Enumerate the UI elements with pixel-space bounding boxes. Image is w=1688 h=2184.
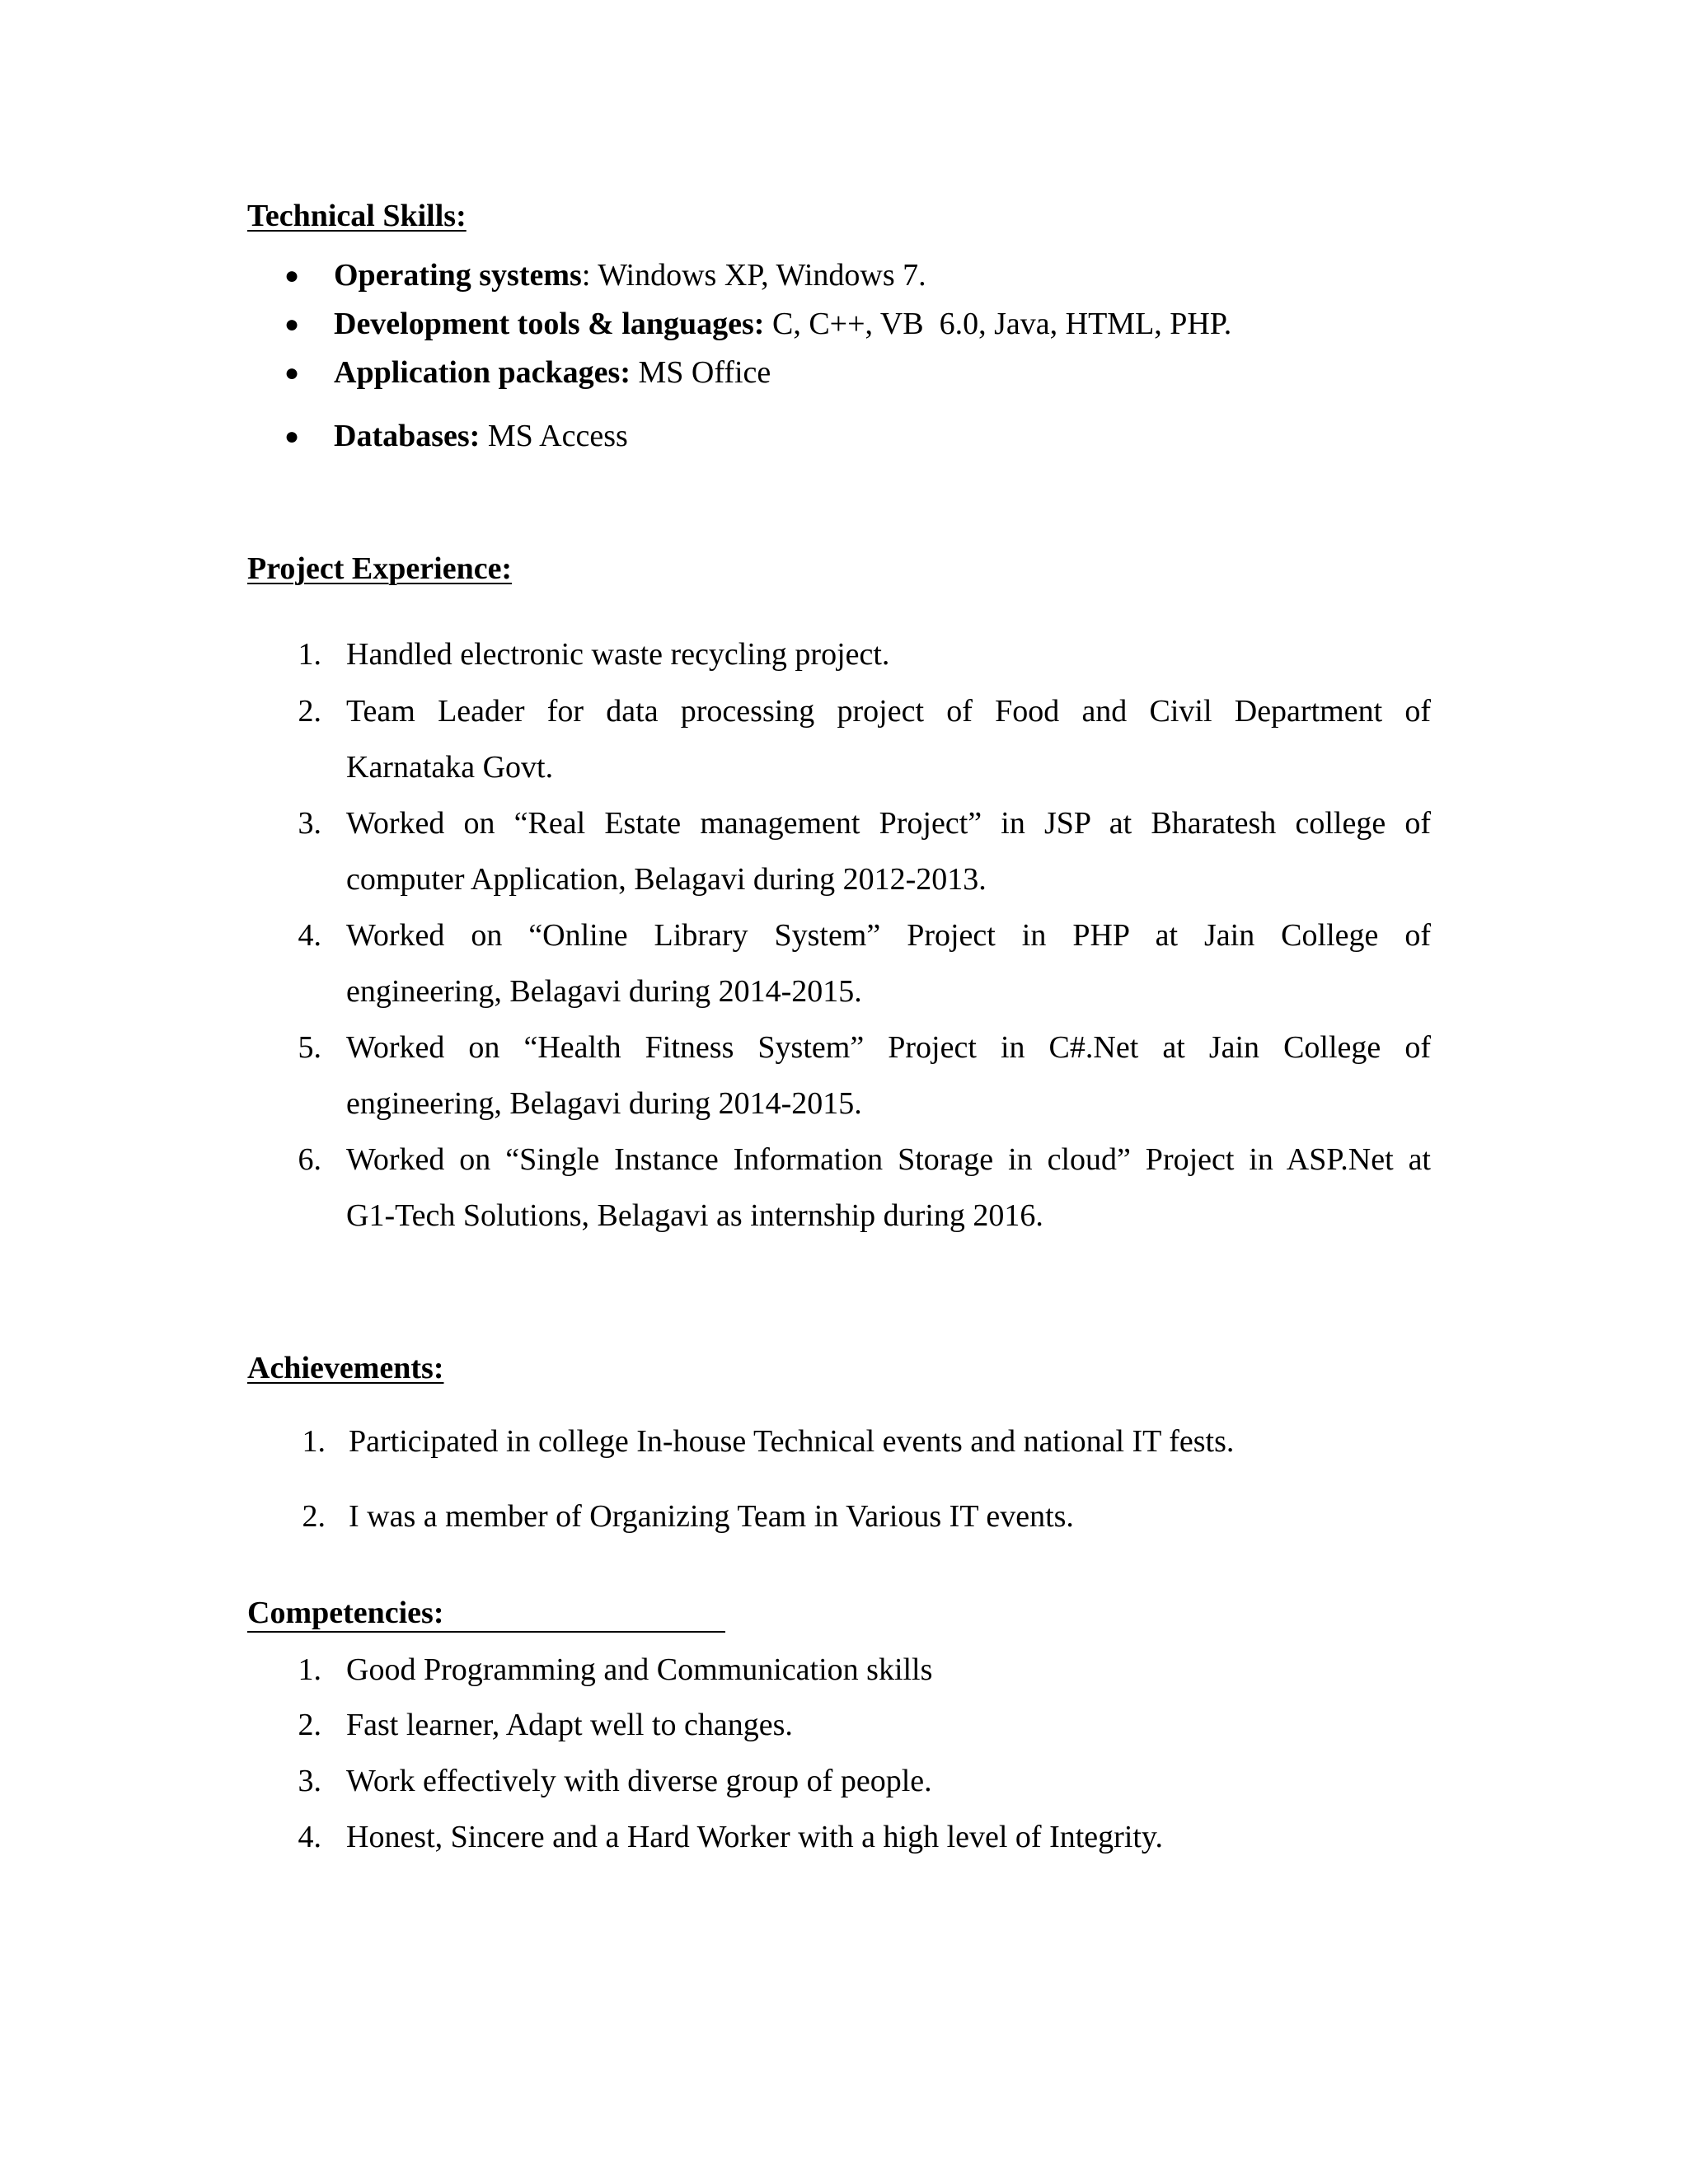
skill-value: Windows XP, Windows 7. [590,258,926,293]
bullet-icon: ● [284,359,300,387]
skill-label: Operating systems [334,258,582,293]
bullet-icon: ● [284,423,300,450]
bullet-icon: ● [284,262,300,289]
project-item-3-line1: Worked on “Real Estate management Project” in JSP at Bharatesh college of [346,806,1431,841]
skill-label: Development tools & languages: [334,307,765,341]
skill-value: MS Office [630,355,771,390]
competencies-underline [247,1631,725,1633]
skill-label: Databases: [334,419,481,453]
bullet-icon: ● [284,311,300,338]
competency-number: 3. [298,1764,321,1798]
project-experience-heading: Project Experience: [247,551,513,586]
competency-number: 2. [298,1708,321,1742]
project-item-2-line2: Karnataka Govt. [346,750,554,785]
project-item-5-line1: Worked on “Health Fitness System” Project in C#.Net at Jain College of [346,1030,1431,1065]
project-item-5-line2: engineering, Belagavi during 2014-2015. [346,1086,862,1121]
project-number: 2. [298,694,321,729]
project-number: 6. [298,1142,321,1177]
achievement-item-2: I was a member of Organizing Team in Various IT events. [349,1499,1074,1534]
achievement-item-1: Participated in college In-house Technical events and national IT fests. [349,1424,1235,1459]
project-item-1: Handled electronic waste recycling project. [346,637,890,672]
competency-item-1: Good Programming and Communication skills [346,1652,933,1687]
technical-skills-heading: Technical Skills: [247,199,467,233]
skill-value: C, C++, VB 6.0, Java, HTML, PHP. [764,307,1232,341]
project-item-4-line1: Worked on “Online Library System” Project in PHP at Jain College of [346,918,1431,953]
skill-databases [334,418,628,454]
competency-item-3: Work effectively with diverse group of people. [346,1764,932,1798]
project-item-4-line2: engineering, Belagavi during 2014-2015. [346,974,862,1009]
project-number: 5. [298,1030,321,1065]
project-item-3-line2: computer Application, Belagavi during 2012-2013. [346,862,987,897]
competencies-heading: Competencies: [247,1596,444,1630]
competency-item-4: Honest, Sincere and a Hard Worker with a high level of Integrity. [346,1820,1163,1854]
skill-operating-systems [334,257,926,293]
project-number: 1. [298,637,321,672]
skill-application-packages [334,354,771,391]
achievement-number: 2. [302,1499,326,1534]
skill-development-tools [334,306,1231,342]
skill-label: Application packages: [334,355,631,390]
skill-sep: : [581,258,591,293]
project-number: 3. [298,806,321,841]
project-item-6-line2: G1-Tech Solutions, Belagavi as internship during 2016. [346,1198,1043,1233]
achievements-heading: Achievements: [247,1351,444,1385]
project-item-2-line1: Team Leader for data processing project of Food and Civil Department of [346,694,1431,729]
project-item-6-line1: Worked on “Single Instance Information Storage in cloud” Project in ASP.Net at [346,1142,1431,1177]
skill-value: MS Access [480,419,628,453]
competency-number: 1. [298,1652,321,1687]
achievement-number: 1. [302,1424,326,1459]
competency-number: 4. [298,1820,321,1854]
project-number: 4. [298,918,321,953]
competency-item-2: Fast learner, Adapt well to changes. [346,1708,793,1742]
